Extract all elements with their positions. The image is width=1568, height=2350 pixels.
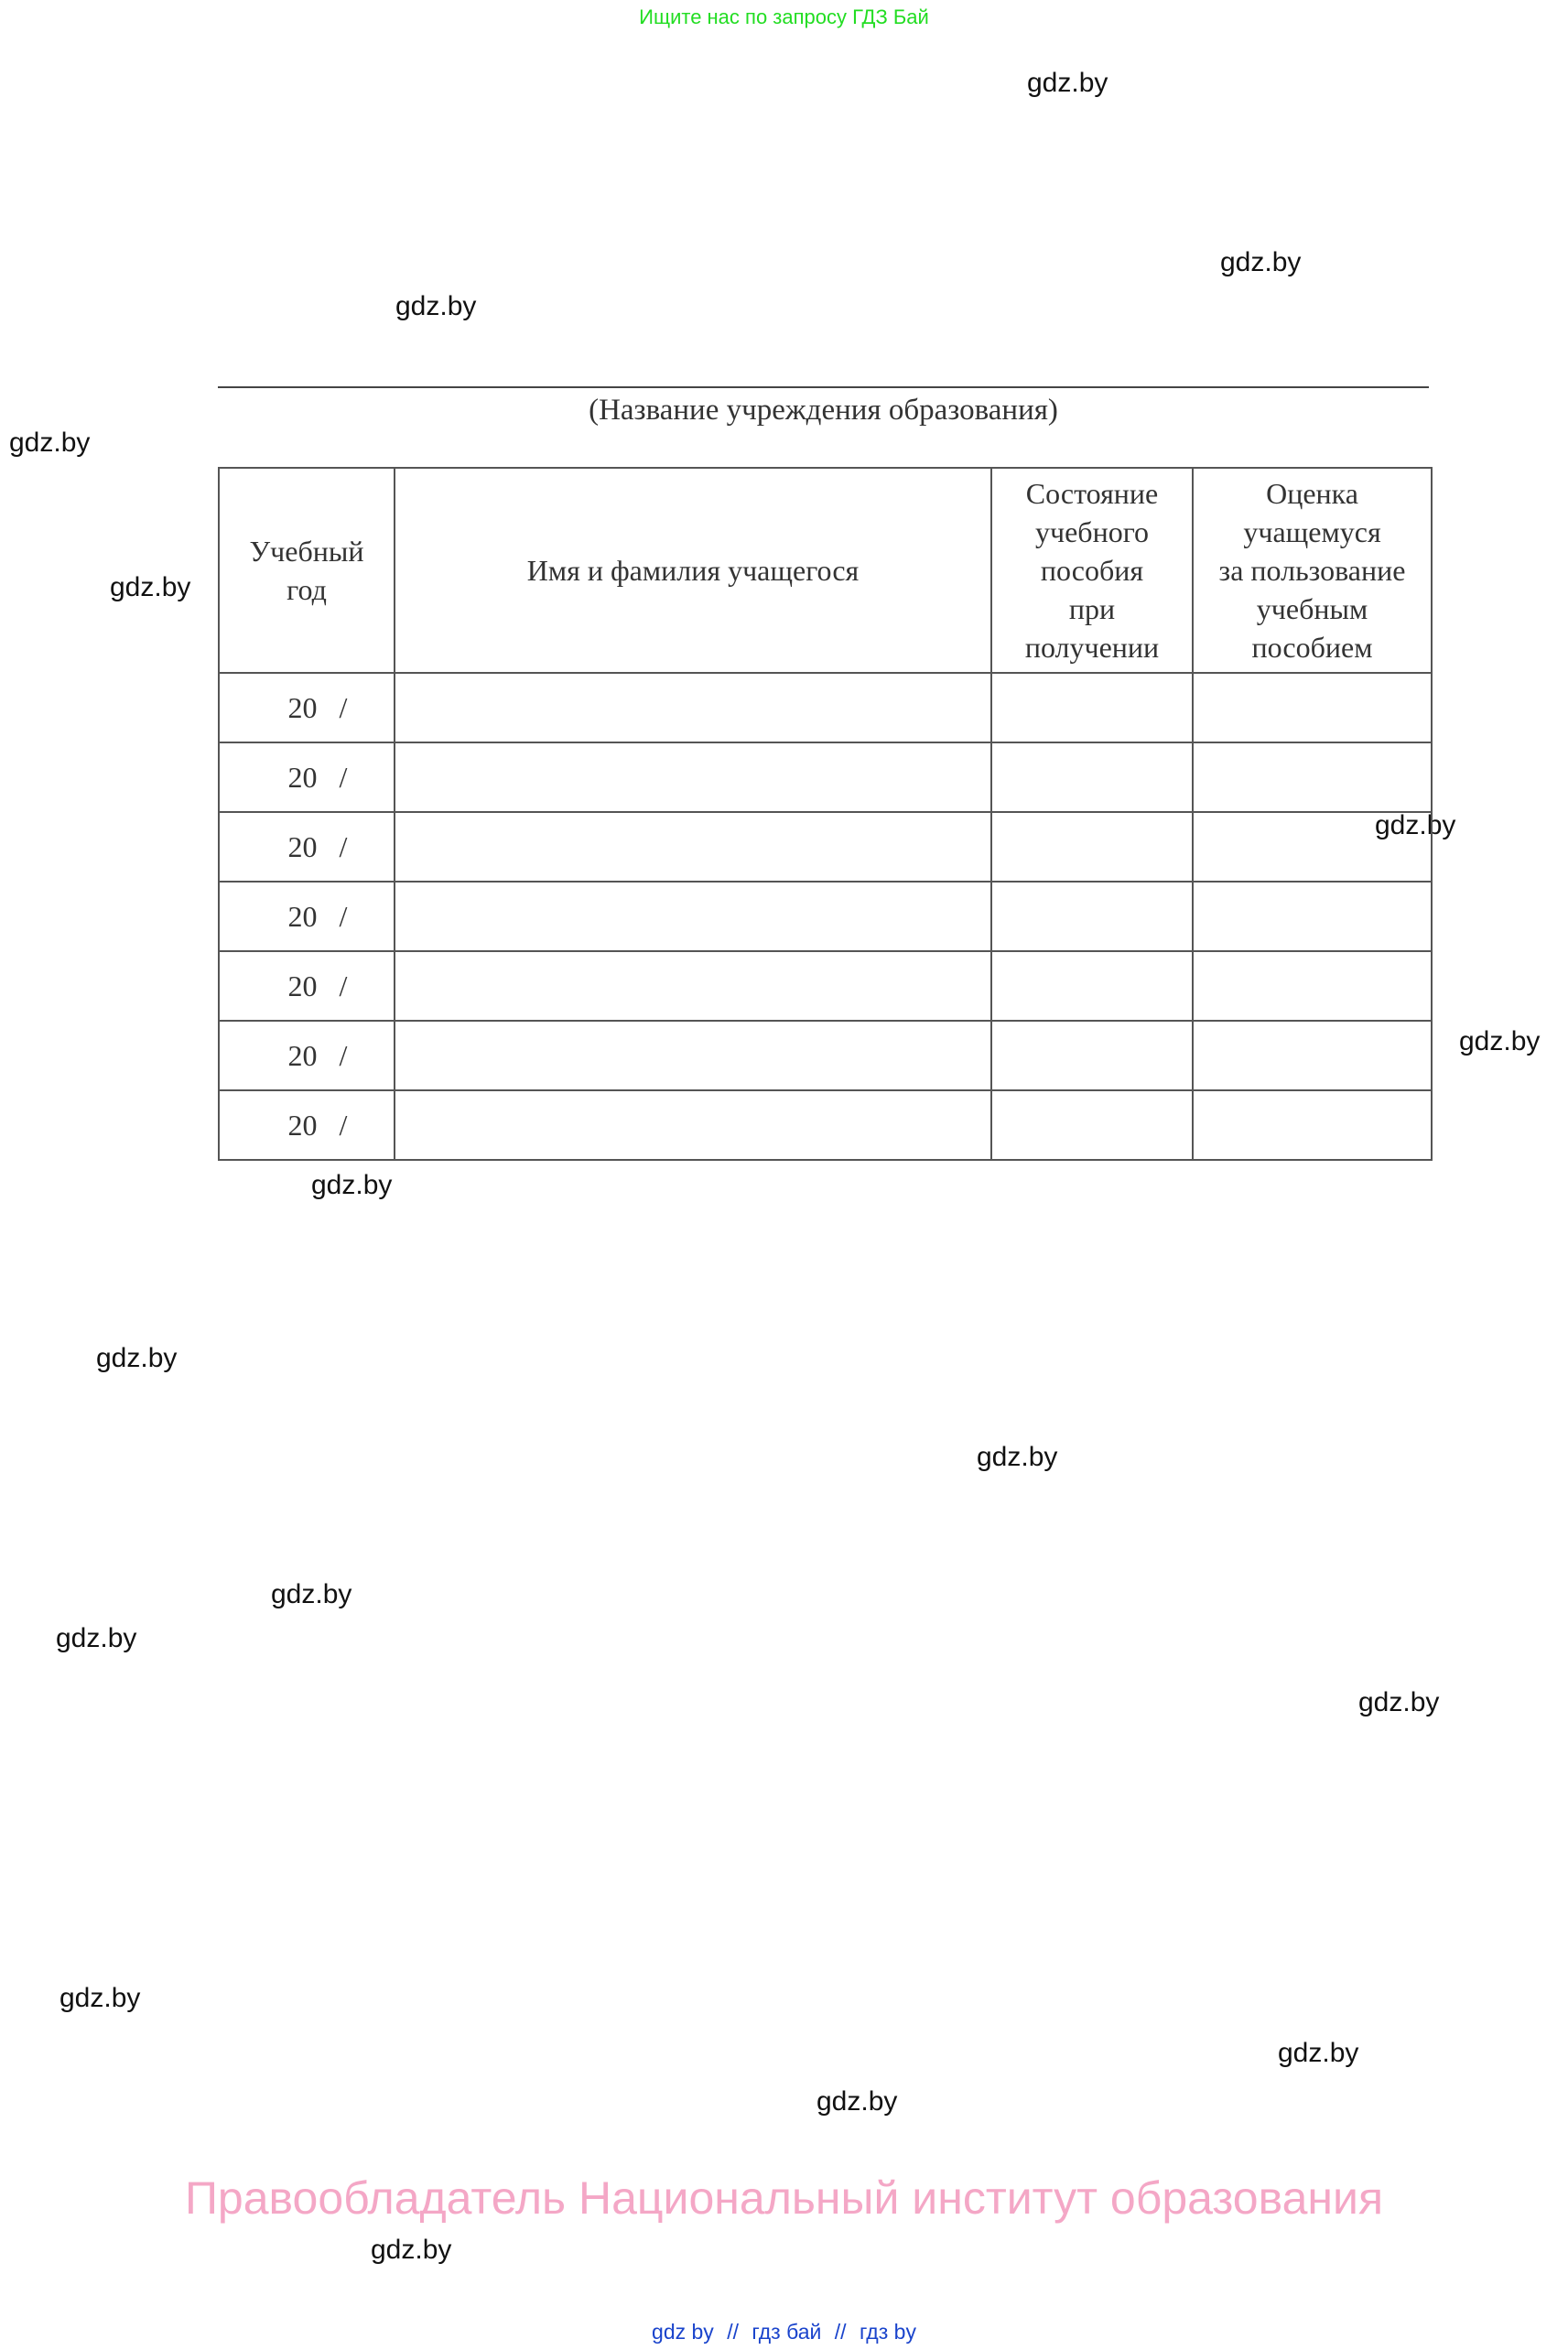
year-cell [219,673,395,742]
watermark: gdz.by [816,2086,898,2117]
year-cell [219,812,395,882]
year-slash: / [339,900,348,933]
condition-cell [991,1090,1193,1160]
search-banner[interactable]: Ищите нас по запросу ГДЗ Бай [639,5,929,28]
year-prefix: 20 [287,761,318,794]
watermark: gdz.by [1027,68,1108,98]
year-prefix: 20 [287,1039,318,1072]
watermark: gdz.by [96,1343,178,1373]
watermark: gdz.by [1220,247,1302,277]
year-cell [219,1090,395,1160]
footer-link-gdz-bai[interactable]: гдз бай [752,2320,822,2344]
grade-cell [1193,882,1432,951]
table-row [219,1021,1432,1090]
year-cell [219,951,395,1021]
student-name-cell [395,951,991,1021]
grade-cell [1193,1090,1432,1160]
institution-caption: (Название учреждения образования) [589,394,1058,427]
table-header-row [219,468,1432,673]
footer-separator: // [834,2320,847,2344]
grade-cell [1193,951,1432,1021]
grade-cell [1193,673,1432,742]
student-name-cell [395,673,991,742]
watermark: gdz.by [1375,810,1456,840]
table-row [219,812,1432,882]
header-student-grade [1193,468,1432,673]
table-row [219,882,1432,951]
footer-separator: // [727,2320,739,2344]
table-row [219,951,1432,1021]
watermark: gdz.by [271,1579,352,1609]
year-prefix: 20 [287,1109,318,1142]
year-slash: / [339,1109,348,1142]
watermark: gdz.by [1278,2038,1359,2068]
header-student-name [395,468,991,673]
condition-cell [991,812,1193,882]
student-name-cell [395,812,991,882]
watermark: gdz.by [56,1623,137,1653]
watermark: gdz.by [110,572,191,602]
year-cell [219,742,395,812]
footer-link-gdz-by-alt[interactable]: гдз by [859,2320,916,2344]
year-prefix: 20 [287,830,318,863]
year-slash: / [339,830,348,863]
year-slash: / [339,1039,348,1072]
watermark: gdz.by [59,1983,141,2013]
condition-cell [991,1021,1193,1090]
year-slash: / [339,691,348,724]
watermark: gdz.by [371,2235,452,2265]
grade-cell [1193,742,1432,812]
header-condition-received-label: Состояние учебного пособия при получении [1024,477,1160,664]
grade-cell [1193,812,1432,882]
year-slash: / [339,969,348,1002]
watermark: gdz.by [311,1170,393,1200]
year-slash: / [339,761,348,794]
institution-line [218,386,1429,388]
year-cell [219,882,395,951]
year-prefix: 20 [287,691,318,724]
condition-cell [991,673,1193,742]
condition-cell [991,742,1193,812]
watermark: gdz.by [395,291,477,321]
year-prefix: 20 [287,900,318,933]
header-condition-received [991,468,1193,673]
watermark: gdz.by [9,428,91,458]
watermark: gdz.by [1459,1026,1541,1056]
table-row [219,673,1432,742]
student-name-cell [395,1090,991,1160]
condition-cell [991,882,1193,951]
condition-cell [991,951,1193,1021]
header-school-year [219,468,395,673]
student-name-cell [395,742,991,812]
footer-link-gdz-by[interactable]: gdz by [652,2320,714,2344]
student-name-cell [395,1021,991,1090]
watermark: gdz.by [977,1442,1058,1472]
footer-links [0,2320,1568,2345]
student-name-cell [395,882,991,951]
header-student-grade-label: Оценка учащемуся за пользование учебным пособием [1218,477,1406,664]
header-student-name-label: Имя и фамилия учащегося [526,554,860,587]
header-school-year-label: Учебный год [249,535,364,606]
watermark: gdz.by [1358,1687,1440,1717]
year-cell [219,1021,395,1090]
table-row [219,742,1432,812]
usage-register-table [218,467,1433,1161]
table-row [219,1090,1432,1160]
grade-cell [1193,1021,1432,1090]
year-prefix: 20 [287,969,318,1002]
copyright-notice: Правообладатель Национальный институт образования [184,2172,1384,2224]
